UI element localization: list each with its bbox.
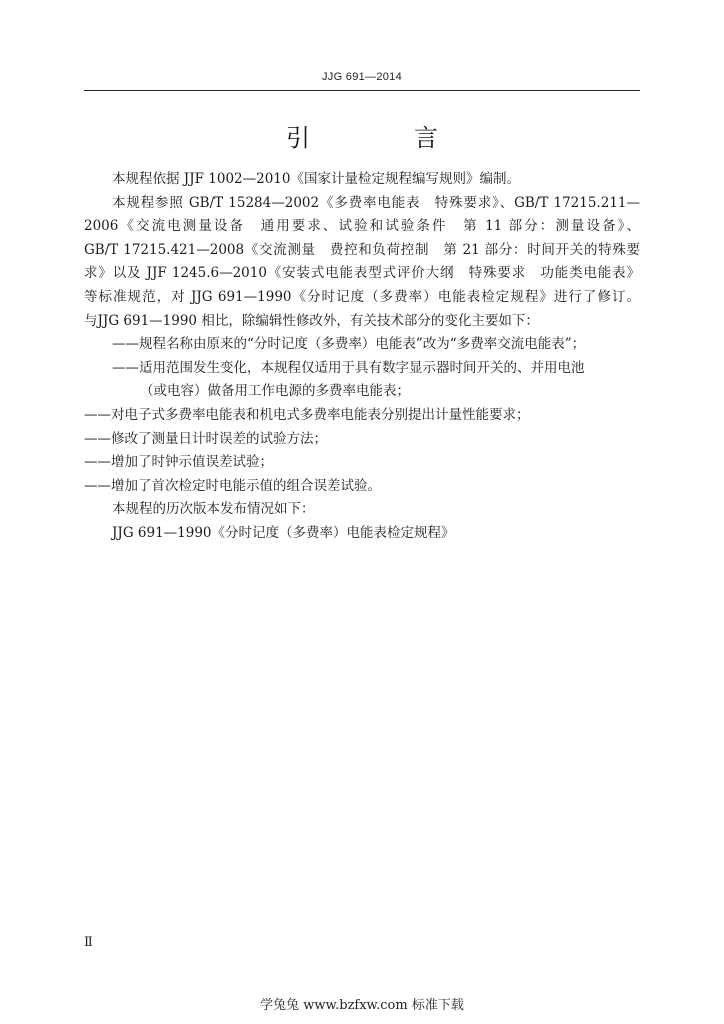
list-item-continuation: （或电容）做备用工作电源的多费率电能表； (140, 383, 410, 400)
footer-watermark: 学兔兔 www.bzfxw.com 标准下载 (260, 998, 464, 1013)
list-item: ——对电子式多费率电能表和机电式多费率电能表分别提出计量性能要求； (84, 406, 530, 423)
preface-body (84, 168, 640, 546)
paragraph-line: 本规程依据 JJF 1002—2010《国家计量检定规程编写规则》编制。 (112, 171, 520, 187)
page-number: Ⅱ (84, 935, 93, 950)
list-item: ——适用范围发生变化，本规程仅适用于具有数字显示器时间开关的、并用电池 (112, 359, 585, 376)
list-item: ——规程名称由原来的“分时记度（多费率）电能表”改为“多费率交流电能表”； (112, 336, 586, 353)
paragraph-line: 等标准规范，对 JJG 691—1990《分时记度（多费率）电能表检定规程》进行了修订。 (84, 288, 640, 305)
paragraph-line: 本规程的历次版本发布情况如下： (112, 501, 315, 518)
header-divider (84, 90, 640, 91)
paragraph-line: 本规程参照 GB/T 15284—2002《多费率电能表 特殊要求》、GB/T 17215.211— (112, 194, 640, 211)
paragraph-line: GB/T 17215.421—2008《交流测量 费控和负荷控制 第 21 部分：时间开关的特殊要 (84, 241, 640, 258)
paragraph-line: 2006《交流电测量设备 通用要求、试验和试验条件 第 11 部分：测量设备》、 (84, 218, 640, 235)
page-title: 引 言 (286, 124, 478, 152)
document-code-header: JJG 691—2014 (321, 71, 403, 83)
list-item: ——修改了测量日计时误差的试验方法； (84, 430, 327, 447)
list-item: ——增加了首次检定时电能示值的组合误差试验。 (84, 477, 381, 494)
paragraph-line: 与JJG 691—1990 相比，除编辑性修改外，有关技术部分的变化主要如下： (84, 312, 539, 329)
paragraph-line: JJG 691—1990《分时记度（多费率）电能表检定规程》 (112, 524, 455, 541)
list-item: ——增加了时钟示值误差试验； (84, 454, 273, 471)
paragraph-line: 求》以及 JJF 1245.6—2010《安装式电能表型式评价大纲 特殊要求 功能类电能表》 (84, 265, 640, 282)
